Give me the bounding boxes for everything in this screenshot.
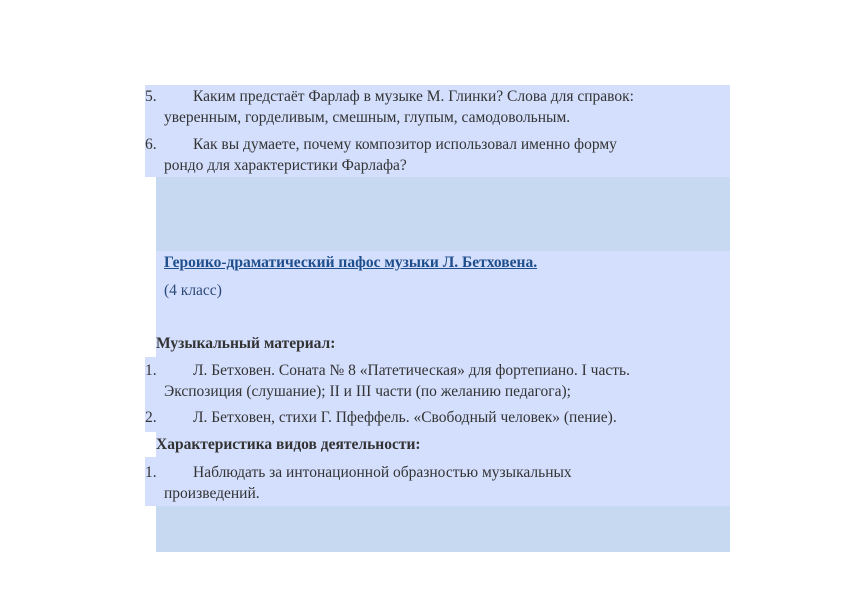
grade-label: (4 класс) [164, 282, 222, 299]
material-item: Л. Бетховен. Соната № 8 «Патетическая» для фортепиано. I часть. [193, 362, 630, 379]
section-heading: Характеристика видов деятельности: [156, 436, 421, 453]
section-heading: Музыкальный материал: [156, 335, 336, 352]
list-number: 6. [145, 136, 157, 153]
question-text: Как вы думаете, почему композитор использовал именно форму [193, 136, 617, 153]
highlight-block-dark [156, 177, 730, 251]
material-item: Экспозиция (слушание); II и III части (по желанию педагога); [164, 383, 571, 400]
topic-title-link[interactable]: Героико-драматический пафос музыки Л. Бетховена. [164, 254, 538, 271]
activity-item: произведений. [164, 485, 260, 502]
activity-item: Наблюдать за интонационной образностью музыкальных [193, 464, 572, 481]
question-text: рондо для характеристики Фарлафа? [164, 157, 407, 174]
list-number: 2. [145, 409, 157, 426]
material-item: Л. Бетховен, стихи Г. Пфеффель. «Свободный человек» (пение). [193, 409, 617, 426]
question-text: уверенным, горделивым, смешным, глупым, самодовольным. [164, 109, 571, 126]
list-number: 1. [145, 362, 157, 379]
highlight-block-dark [156, 506, 730, 552]
list-number: 1. [145, 464, 157, 481]
question-text: Каким предстаёт Фарлаф в музыке М. Глинки? Слова для справок: [193, 88, 634, 105]
list-number: 5. [145, 88, 157, 105]
